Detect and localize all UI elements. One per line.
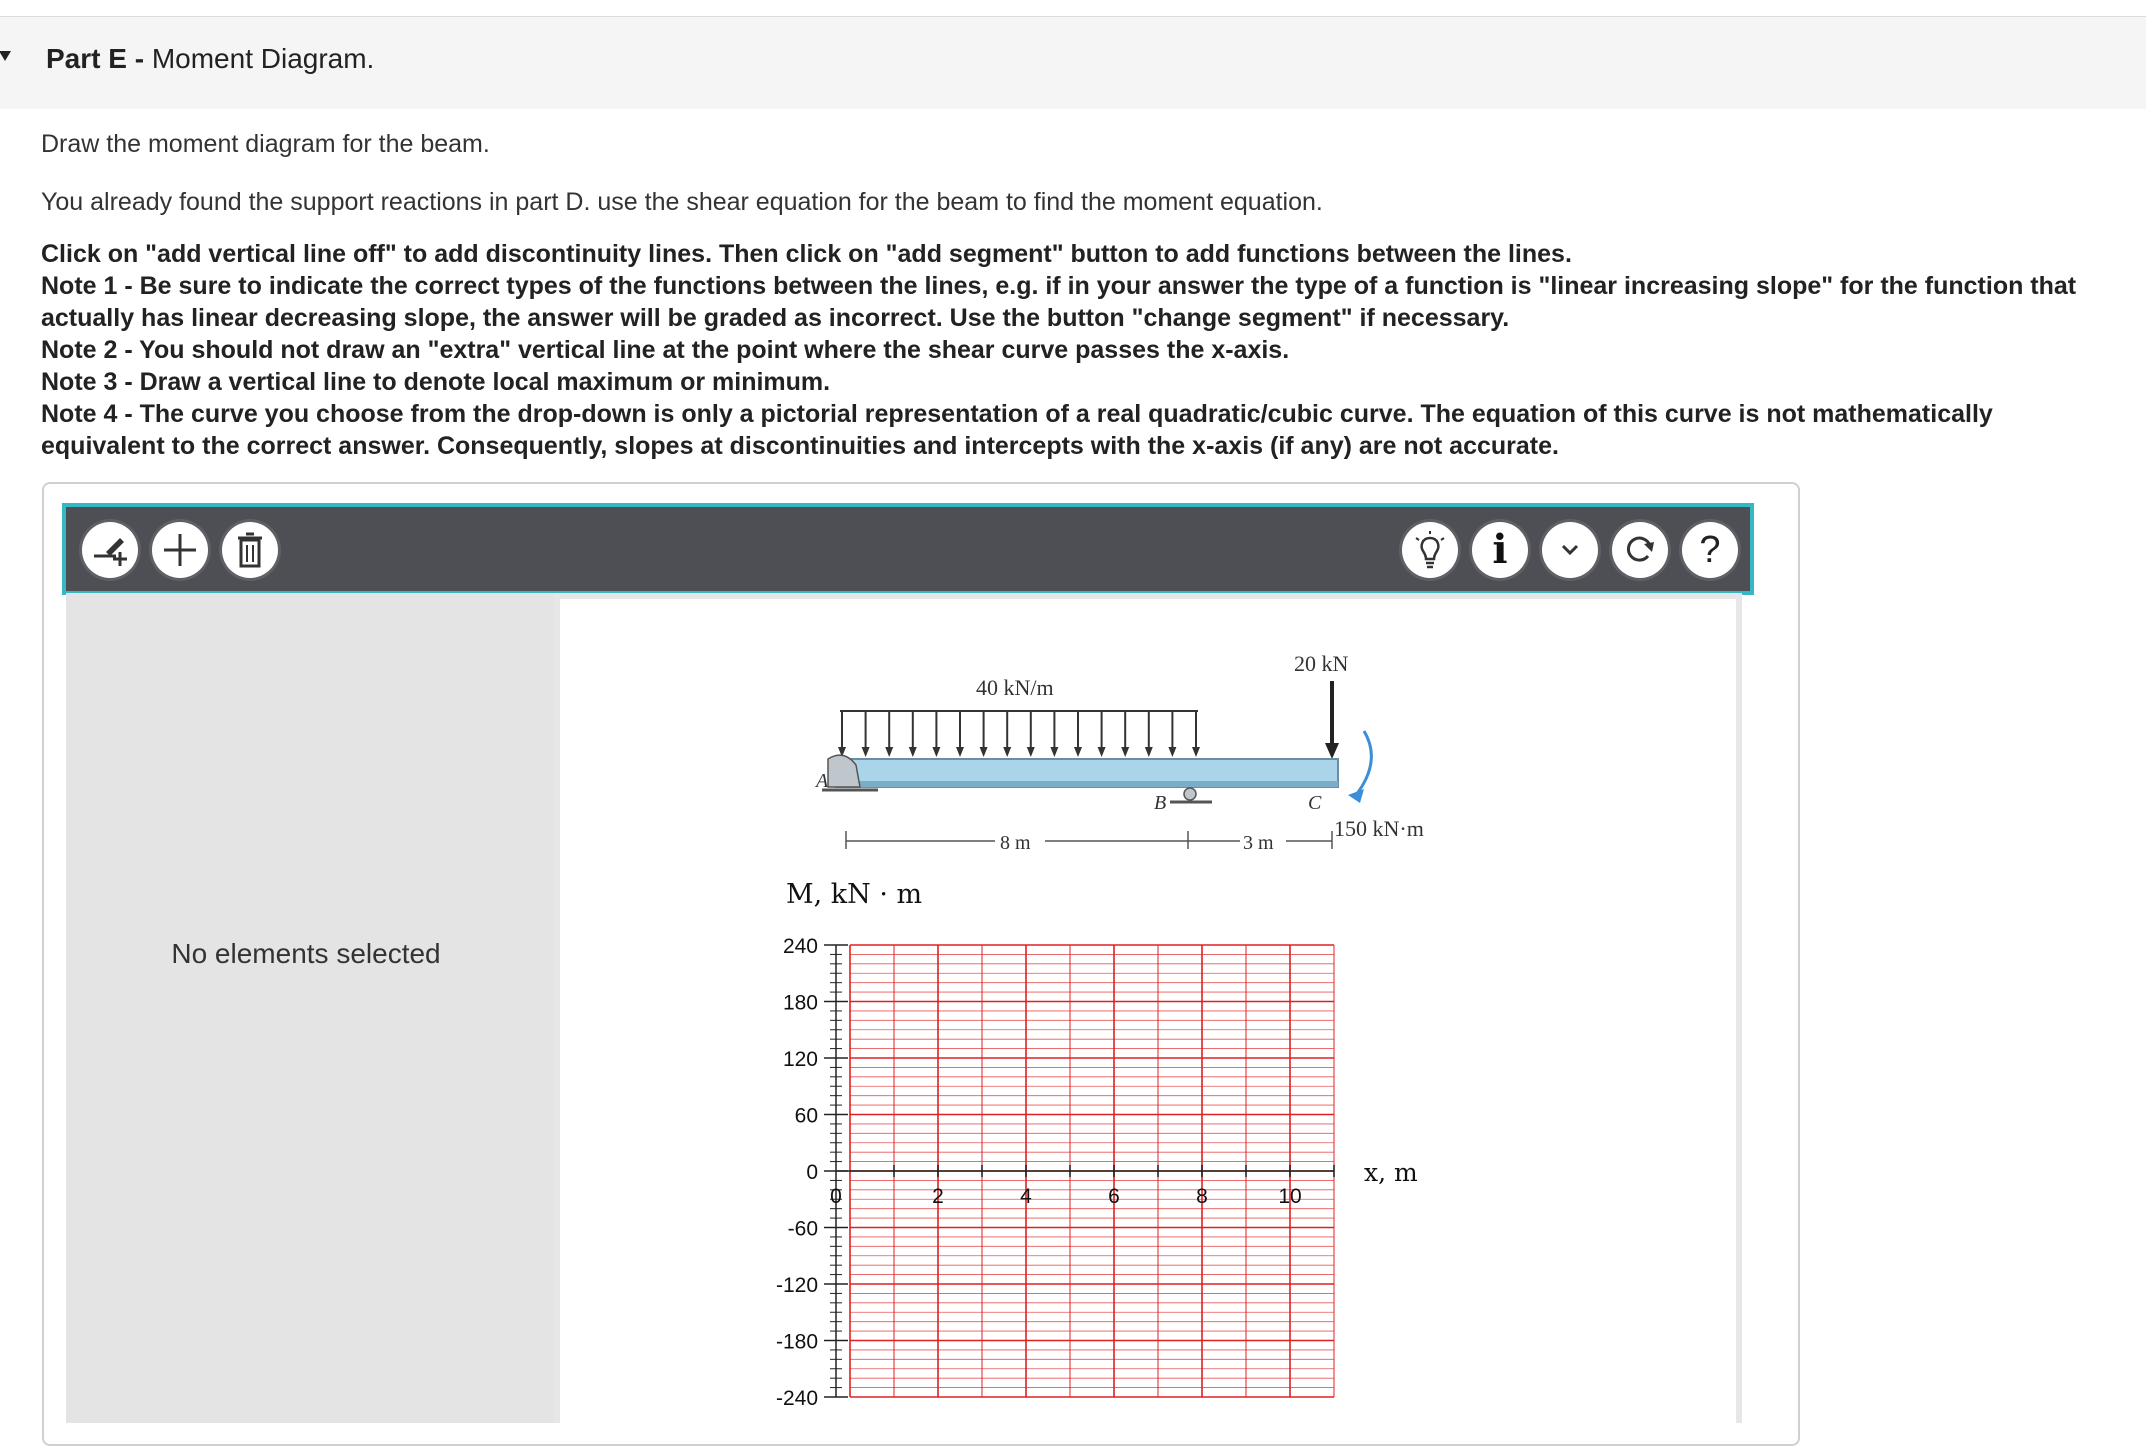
x-axis-label: x, m xyxy=(1364,1158,1418,1187)
load-arrow-head xyxy=(1098,747,1106,757)
hint-button[interactable] xyxy=(1402,522,1458,578)
point-b-label: B xyxy=(1154,792,1167,814)
add-segment-button[interactable] xyxy=(152,522,208,578)
selection-status: No elements selected xyxy=(171,938,441,969)
more-options-button[interactable] xyxy=(1542,522,1598,578)
distributed-load-label: 40 kN/m xyxy=(976,675,1054,700)
drawing-toolbar xyxy=(62,503,1754,595)
load-arrow-head xyxy=(1003,747,1011,757)
x-tick-label: 0 xyxy=(830,1185,842,1208)
roller-support-b xyxy=(1184,788,1196,800)
info-button[interactable] xyxy=(1472,522,1528,578)
dimension-3m-label: 3 m xyxy=(1243,832,1274,854)
x-tick-label: 4 xyxy=(1020,1185,1032,1208)
y-tick-label: -240 xyxy=(775,1387,818,1410)
point-load-arrow-head xyxy=(1325,743,1339,759)
add-vertical-line-icon xyxy=(90,530,130,570)
load-arrow-head xyxy=(1074,747,1082,757)
load-arrow-head xyxy=(980,747,988,757)
part-title: Part E - Moment Diagram. xyxy=(46,43,375,74)
y-tick-label: 0 xyxy=(806,1161,818,1184)
x-tick-label: 10 xyxy=(1278,1185,1302,1208)
y-tick-label: 60 xyxy=(794,1104,818,1128)
note-intro: Click on "add vertical line off" to add discontinuity lines. Then click on "add segment" button to add functions between the lines. xyxy=(41,240,1572,268)
load-arrow-head xyxy=(932,747,940,757)
help-icon: ? xyxy=(1699,529,1721,571)
y-tick-label: -180 xyxy=(775,1330,818,1354)
selection-panel xyxy=(66,593,554,1423)
beam-figure xyxy=(814,651,1424,854)
note-1: Note 1 - Be sure to indicate the correct types of the functions between the lines, e.g. if in your answer the type of a function is "linear increasing slope" for the function that actually has linear decreasing slope, the answer will be graded as incorrect. Use the button "change segment" if necessary. xyxy=(41,272,2077,332)
instruction-line-2: You already found the support reactions in part D. use the shear equation for the beam to find the moment equation. xyxy=(41,188,1323,216)
y-tick-label: -120 xyxy=(775,1274,818,1297)
load-arrow-head xyxy=(1145,747,1153,757)
load-arrow-head xyxy=(909,747,917,757)
drawing-canvas[interactable] xyxy=(560,599,1736,1423)
chevron-down-icon xyxy=(1555,535,1585,565)
point-c-label: C xyxy=(1308,792,1322,814)
hint-bulb-icon xyxy=(1410,530,1450,570)
dimension-8m-label: 8 m xyxy=(1000,832,1031,854)
diagram-svg xyxy=(560,599,1736,1423)
moment-arrow xyxy=(1356,731,1371,795)
x-tick-label: 8 xyxy=(1196,1185,1208,1208)
load-arrow-head xyxy=(862,747,870,757)
drawing-area xyxy=(554,593,1742,1423)
instruction-notes xyxy=(41,238,2121,462)
collapse-arrow-icon[interactable] xyxy=(0,51,11,61)
y-tick-label: -60 xyxy=(787,1217,818,1241)
load-arrow-head xyxy=(1168,747,1176,757)
load-arrow-head xyxy=(1121,747,1129,757)
distributed-load-arrows xyxy=(838,711,1200,757)
load-arrow-head xyxy=(1192,747,1200,757)
note-3: Note 3 - Draw a vertical line to denote local maximum or minimum. xyxy=(41,368,831,396)
load-arrow-head xyxy=(1050,747,1058,757)
note-4: Note 4 - The curve you choose from the drop-down is only a pictorial representation of a real quadratic/cubic curve. The equation of this curve is not mathematically equivalent to the correct answer. Consequently, slopes at discontinuities and intercepts with the x-axis (if any) are not accurate. xyxy=(41,400,1993,460)
x-tick-label: 6 xyxy=(1108,1185,1120,1208)
reset-icon xyxy=(1620,530,1660,570)
part-header[interactable] xyxy=(0,16,2146,109)
load-arrow-head xyxy=(885,747,893,757)
y-tick-label: 240 xyxy=(782,935,818,958)
instruction-line-1: Draw the moment diagram for the beam. xyxy=(41,130,490,158)
y-axis-label: M, kN · m xyxy=(786,879,923,910)
point-load-label: 20 kN xyxy=(1294,651,1349,676)
delete-icon xyxy=(230,530,270,570)
plot-axes xyxy=(776,935,1334,1410)
point-a-label: A xyxy=(816,770,829,792)
load-arrow-head xyxy=(1027,747,1035,757)
y-tick-label: 180 xyxy=(782,991,818,1015)
info-icon: i xyxy=(1492,526,1508,573)
moment-arrow-head xyxy=(1348,789,1364,803)
add-vertical-line-button[interactable] xyxy=(82,522,138,578)
reset-button[interactable] xyxy=(1612,522,1668,578)
help-button[interactable] xyxy=(1682,522,1738,578)
x-tick-label: 2 xyxy=(932,1185,944,1208)
beam-shade xyxy=(836,781,1338,787)
y-tick-label: 120 xyxy=(782,1048,818,1071)
moment-label: 150 kN·m xyxy=(1334,816,1424,841)
note-2: Note 2 - You should not draw an "extra" vertical line at the point where the shear curve passes the x-axis. xyxy=(41,336,1290,364)
add-segment-icon xyxy=(160,530,200,570)
delete-button[interactable] xyxy=(222,522,278,578)
load-arrow-head xyxy=(956,747,964,757)
